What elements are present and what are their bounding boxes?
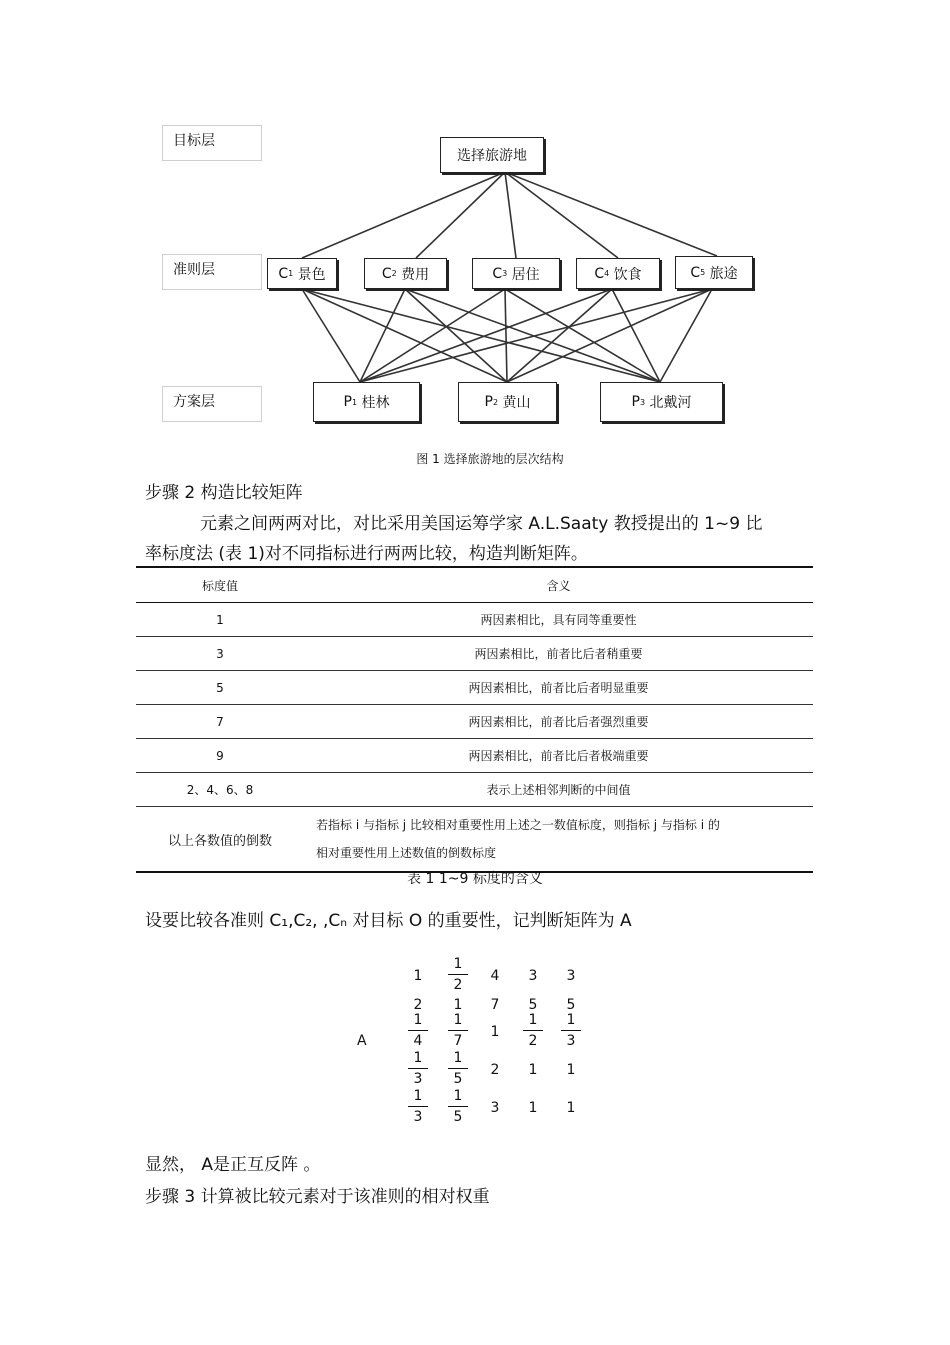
- node-symbol: C: [381, 265, 392, 282]
- matrix-cell: 1: [528, 1062, 538, 1078]
- table-cell-scale: 7: [136, 705, 304, 739]
- table-cell-scale: 5: [136, 671, 304, 705]
- node-symbol: C: [278, 265, 289, 282]
- table-cell-scale: 1: [136, 603, 304, 637]
- criteria-node-c1: [267, 258, 337, 289]
- table-cell-meaning: 两因素相比，前者比后者极端重要: [304, 739, 813, 773]
- matrix-cell: 1: [413, 968, 423, 984]
- table-header-meaning: 含义: [304, 567, 813, 603]
- hierarchy-connectors: [0, 0, 950, 440]
- figure-caption: 图 1 选择旅游地的层次结构: [416, 452, 564, 466]
- node-symbol: C: [690, 264, 701, 281]
- node-subscript: 3: [502, 269, 508, 278]
- reciprocal-definition-line2: 相对重要性用上述数值的倒数标度: [316, 846, 497, 860]
- node-symbol: P: [343, 394, 352, 410]
- matrix-cell: 1: [566, 1062, 576, 1078]
- goal-node: [440, 137, 544, 173]
- table-cell-scale: 以上各数值的倒数: [136, 807, 304, 873]
- matrix-cell: 1: [528, 1100, 538, 1116]
- matrix-cell: 1 2: [448, 956, 468, 993]
- matrix-cell: 3: [490, 1100, 500, 1116]
- node-subscript: 1: [288, 269, 294, 278]
- table-cell-scale: 2、4、6、8: [136, 773, 304, 807]
- table-header-scale: 标度值: [136, 567, 304, 603]
- matrix-intro: 设要比较各准则 C₁,C₂, ,Cₙ 对目标 O 的重要性，记判断矩阵为 A: [145, 911, 632, 931]
- node-name: 居住: [511, 266, 540, 283]
- matrix-cell: 3: [528, 968, 538, 984]
- node-name: 黄山: [502, 395, 531, 411]
- node-subscript: 4: [604, 269, 610, 278]
- node-symbol: P: [484, 394, 493, 410]
- criteria-node-c3: [472, 258, 560, 289]
- matrix-cell: 1 7: [448, 1012, 468, 1049]
- table-cell-meaning: 两因素相比，前者比后者稍重要: [304, 637, 813, 671]
- matrix-cell: 5: [528, 997, 538, 1013]
- step2-paragraph-line1: 元素之间两两对比，对比采用美国运筹学家 A.L.Saaty 教授提出的 1~9 比: [200, 514, 763, 534]
- alternatives-layer-label: 方案层: [162, 386, 262, 422]
- node-name: 北戴河: [649, 395, 692, 411]
- table-cell-meaning: 两因素相比，前者比后者强烈重要: [304, 705, 813, 739]
- step2-heading: 步骤 2 构造比较矩阵: [145, 483, 303, 503]
- node-name: 桂林: [361, 395, 390, 411]
- goal-layer-label: 目标层: [162, 125, 262, 161]
- conclusion-text: 显然， A是正互反阵 。: [145, 1155, 321, 1175]
- matrix-cell: 1 5: [448, 1050, 468, 1087]
- matrix-cell: 1: [566, 1100, 576, 1116]
- matrix-cell: 1 2: [523, 1012, 543, 1049]
- matrix-cell: 1 4: [408, 1012, 428, 1049]
- table-cell-meaning: 两因素相比，具有同等重要性: [304, 603, 813, 637]
- matrix-cell: 4: [490, 968, 500, 984]
- node-subscript: 3: [639, 397, 646, 407]
- table-cell-meaning: [304, 807, 813, 873]
- matrix-cell: 7: [490, 997, 500, 1013]
- alt-node-p3: [600, 382, 723, 422]
- alt-node-p1: [313, 382, 420, 422]
- table-row: [136, 773, 813, 807]
- matrix-cell: 1: [453, 997, 463, 1013]
- matrix-cell: 1: [490, 1024, 500, 1040]
- criteria-node-c4: [576, 258, 660, 289]
- matrix-cell: 1 3: [408, 1050, 428, 1087]
- node-symbol: P: [631, 394, 640, 410]
- node-name: 旅途: [709, 265, 738, 282]
- matrix-cell: 2: [490, 1062, 500, 1078]
- table-header-row: [136, 567, 813, 603]
- node-symbol: C: [492, 265, 503, 282]
- table-caption: 表 1 1~9 标度的含义: [407, 871, 543, 887]
- step2-paragraph-line2: 率标度法 (表 1)对不同指标进行两两比较，构造判断矩阵。: [145, 544, 588, 564]
- table-row: [136, 637, 813, 671]
- table-cell-scale: 9: [136, 739, 304, 773]
- reciprocal-definition-line1: 若指标 i 与指标 j 比较相对重要性用上述之一数值标度，则指标 j 与指标 i 的: [316, 818, 720, 832]
- node-subscript: 1: [351, 397, 358, 407]
- node-subscript: 2: [492, 397, 499, 407]
- step3-heading: 步骤 3 计算被比较元素对于该准则的相对权重: [145, 1187, 490, 1207]
- table-row: [136, 603, 813, 637]
- matrix-label: A: [357, 1033, 367, 1049]
- criteria-layer-label: 准则层: [162, 254, 262, 290]
- node-symbol: C: [594, 265, 605, 282]
- matrix-cell: 2: [413, 997, 423, 1013]
- goal-node-label: 选择旅游地: [457, 148, 527, 164]
- table-row: [136, 671, 813, 705]
- node-subscript: 2: [391, 269, 397, 278]
- matrix-cell: 1 3: [561, 1012, 581, 1049]
- table-cell-meaning: 两因素相比，前者比后者明显重要: [304, 671, 813, 705]
- node-name: 饮食: [613, 266, 642, 283]
- table-cell-scale: 3: [136, 637, 304, 671]
- node-subscript: 5: [700, 268, 706, 277]
- alt-node-p2: [458, 382, 557, 422]
- matrix-cell: 3: [566, 968, 576, 984]
- matrix-cell: 1 5: [448, 1088, 468, 1125]
- table-cell-meaning: 表示上述相邻判断的中间值: [304, 773, 813, 807]
- node-name: 费用: [401, 266, 430, 283]
- criteria-node-c2: [364, 258, 447, 289]
- criteria-node-c5: [675, 256, 753, 289]
- table-row: [136, 739, 813, 773]
- scale-table: [136, 566, 813, 873]
- matrix-cell: 1 3: [408, 1088, 428, 1125]
- table-row: [136, 705, 813, 739]
- table-row: [136, 807, 813, 873]
- matrix-cell: 5: [566, 997, 576, 1013]
- node-name: 景色: [297, 266, 326, 283]
